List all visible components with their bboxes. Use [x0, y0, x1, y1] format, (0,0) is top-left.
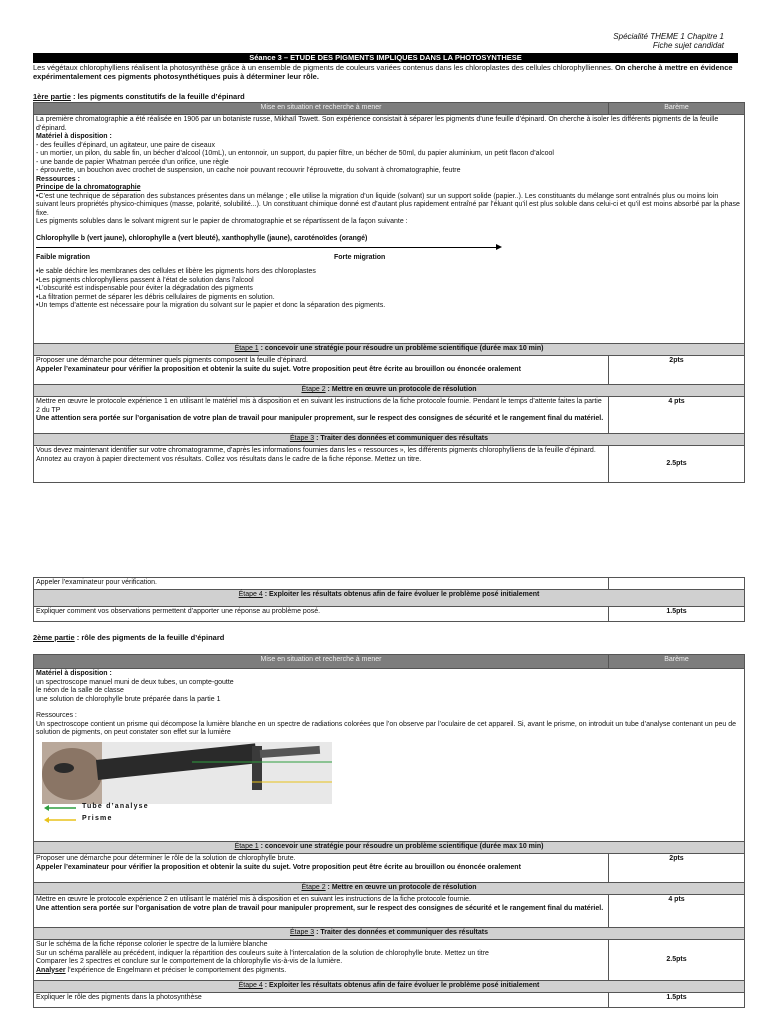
- part2-etape4-header: [34, 981, 745, 993]
- page-header: [613, 32, 724, 50]
- migration-arrow: [36, 243, 742, 253]
- part2-situation-row: [34, 669, 745, 842]
- part2-etape1-points: 2pts: [609, 854, 745, 883]
- part1-etape3-label: Étape 3: [289, 435, 315, 442]
- part1-etape4-label: Étape 4: [238, 591, 263, 598]
- part1-situation-text: La première chromatographie a été réalisée en 1906 par un botaniste russe, Mikhaïl Tswett. Son expérience consistait à séparer les pigments d’une feuille d’épinard. On cherche à isoler les différents pigments de la feuille d’épinard.: [36, 116, 719, 132]
- part1-etape3-points: 2.5pts: [609, 446, 745, 483]
- part1-label: 1ère partie: [33, 92, 71, 101]
- part1-bullet: •Les pigments chlorophylliens passent à l’état de solution dans l’alcool: [36, 276, 254, 284]
- part2-etape4-label: Étape 4: [238, 982, 263, 989]
- part1-situation-row: [34, 115, 745, 344]
- part2-label: 2ème partie: [33, 633, 75, 642]
- part1-principe-label: Principe de la chromatographie: [36, 184, 141, 191]
- part1-pigments-order: Chlorophylle b (vert jaune), chlorophylle a (vert bleuté), xanthophylle (jaune), caroténoïdes (orangé): [36, 234, 368, 242]
- part1-etape2-header: [34, 385, 745, 397]
- part2-etape2-label: Étape 2: [301, 884, 326, 891]
- part2-etape1-header: [34, 842, 745, 854]
- part2-etape3-analyser: Analyser: [36, 966, 66, 974]
- part1-materiel-item: - un mortier, un pilon, du sable fin, un bécher d’alcool (10mL), un entonnoir, un support, du papier filtre, un bécher de 50ml, du papier aluminium, un petit flacon d’alcool: [36, 150, 554, 157]
- part2-materiel-item: un spectroscope manuel muni de deux tubes, un compte-goutte: [36, 678, 234, 686]
- part1-appeler-row: [34, 578, 745, 590]
- part1-principe-text: •C’est une technique de séparation des substances présentes dans un mélange ; elle utilise la migration d’un liquide (solvant) sur un support solide (papier..). Les constituants du mélange sont entraînés plus ou moins loin suivant leurs propriétés physico-chimiques (masse, polarité, solubilité...). Un constituant chimique donné est d’autant plus rapidement entraîné par l’éluant qu’il est plus soluble dans celui-ci et qu’il est moins absorbé par la phase fixe.: [36, 192, 740, 217]
- intro-problem: On cherche à mettre en évidence expérimentalement ces pigments photosynthétiques puis à déterminer leur rôle.: [33, 63, 733, 81]
- part1-etape1-label: Étape 1: [234, 345, 259, 352]
- part2-title-text: : rôle des pigments de la feuille d’épinard: [74, 633, 225, 642]
- part2-etape2-instruction: Une attention sera portée sur l’organisation de votre plan de travail pour manipuler proprement, sur le respect des consignes de sécurité et le rangement final du matériel.: [36, 904, 604, 912]
- part1-header-bareme: Barème: [609, 103, 745, 115]
- part2-etape2-points: 4 pts: [609, 895, 745, 928]
- intro-paragraph: [33, 63, 738, 81]
- part2-etape4-points: 1.5pts: [609, 993, 745, 1008]
- part2-etape3-title: : Traiter des données et communiquer des résultats: [314, 929, 489, 936]
- faible-migration-label: Faible migration: [36, 254, 91, 261]
- part1-etape3-title: : Traiter des données et communiquer des résultats: [314, 435, 489, 442]
- part2-etape4-text: Expliquer le rôle des pigments dans la photosynthèse: [34, 993, 609, 1008]
- part2-etape1-row: [34, 854, 745, 883]
- part1-etape2-text: Mettre en œuvre le protocole expérience 1 en utilisant le matériel mis à disposition et en suivant les instructions de la fiche protocole fournie. Pendant le temps d’attente faites la partie 2 du TP: [36, 398, 602, 414]
- header-sheet-type: Fiche sujet candidat: [652, 41, 724, 50]
- part1-materiel-item: - une bande de papier Whatman percée d’un orifice, une règle: [36, 158, 229, 166]
- part1-etape2-points: 4 pts: [609, 397, 745, 434]
- part1-etape4-title: : Exploiter les résultats obtenus afin de faire évoluer le problème posé initialement: [262, 591, 540, 598]
- part1-etape1-title: : concevoir une stratégie pour résoudre un problème scientifique (durée max 10 min): [258, 345, 544, 352]
- part1-etape1-points: 2pts: [609, 356, 745, 385]
- migration-labels: [36, 253, 742, 265]
- part1-title: [33, 92, 245, 101]
- part1-etape3-row: [34, 446, 745, 483]
- part1-etape4-row: [34, 607, 745, 622]
- part1-pigments-intro: Les pigments solubles dans le solvant migrent sur le papier de chromatographie et se répartissent de la façon suivante :: [36, 218, 408, 225]
- part2-ressources-label: Ressources :: [36, 712, 77, 719]
- part1-appeler-text: Appeler l’examinateur pour vérification.: [34, 578, 609, 590]
- part1-table: [33, 102, 745, 483]
- part2-materiel-item: une solution de chlorophylle brute préparée dans la partie 1: [36, 695, 221, 703]
- part2-header-situation: Mise en situation et recherche à mener: [34, 655, 609, 669]
- part1-etape3-header: [34, 434, 745, 446]
- part1-etape4-text: Expliquer comment vos observations permettent d’apporter une réponse au problème posé.: [34, 607, 609, 622]
- part1-etape1-row: [34, 356, 745, 385]
- part2-materiel-item: le néon de la salle de classe: [36, 687, 124, 694]
- part2-etape1-label: Étape 1: [234, 843, 259, 850]
- part2-etape3-line: Comparer les 2 spectres et conclure sur le comportement de la chlorophylle vis-à-vis de la lumière.: [36, 958, 343, 965]
- part1-situation-cell: La première chromatographie a été réalisée en 1906 par un botaniste russe, Mikhaïl Tswett. Son expérience consistait à séparer les pigments d’une feuille d’épinard. On cherche à isoler les différents pigments de la feuille d’épinard. Matériel à disposition : - des feuilles d’épinard, un agitateur, une paire de ciseaux - un mortier, un pilon, du sable fin, un bécher d’alcool (10mL), un entonnoir, un support, du papier filtre, un bécher de 50ml, du papier aluminium, un petit flacon d’alcool - une bande de papier Whatman percée d’un orifice, une règle - éprouvette, un bouchon avec crochet de suspension, un cache noir pouvant recouvrir l’éprouvette, du solvant à chromatographie, feutre Ressources : Principe de la chromatographie •C’est une technique de séparation des substances présentes dans un mélange ; elle utilise la migration d’un liquide (solvant) sur un support solide (papier..). Les constituants du mélange sont entraînés plus ou moins loin suivant leurs propriétés physico-chimiques (masse, polarité, solubilité...). Un constituant chimique donné est d’autant plus rapidement entraîné par l’éluant qu’il est plus soluble dans celui-ci et qu’il est moins absorbé par la phase fixe. Les pigments solubles dans le solvant migrent sur le papier de chromatographie et se répartissent de la façon suivante : Chlorophylle b (vert jaune), chlorophylle a (vert bleuté), xanthophylle (jaune), caroténoïdes (orangé) Faible migration Forte migration •le sable déchire les membranes des cellules et libère les pigments hors des chloroplastes •Les pigments chlorophylliens passent à l’état de solution dans l’alcool •L’obscurité est indispensable pour éviter la dégradation des pigments •La filtration permet de séparer les débris cellulaires de pigments en solution. •Un temps d’attente est nécessaire pour la migration du solvant sur le papier et donc la séparation des pigments.: [34, 115, 745, 344]
- part2-header-bareme: Barème: [609, 655, 745, 669]
- part2-table: [33, 654, 745, 1008]
- part2-etape3-last: l’expérience de Engelmann et préciser le comportement des pigments.: [65, 966, 287, 974]
- part2-etape2-row: [34, 895, 745, 928]
- part1-bullet: •le sable déchire les membranes des cellules et libère les pigments hors des chloroplastes: [36, 268, 316, 275]
- photo-label-prisme: Prisme: [82, 814, 113, 822]
- part2-title: [33, 633, 224, 642]
- part1-bullet: •L’obscurité est indispensable pour éviter la dégradation des pigments: [36, 285, 253, 292]
- part2-materiel-label: Matériel à disposition :: [36, 670, 112, 677]
- photo-label-tube: Tube d’analyse: [82, 802, 149, 810]
- part2-etape2-title: : Mettre en œuvre un protocole de résolution: [325, 884, 477, 891]
- part2-etape3-line: Sur le schéma de la fiche réponse colorier le spectre de la lumière blanche: [36, 941, 268, 948]
- part2-etape3-line: Sur un schéma parallèle au précédent, indiquer la répartition des couleurs suite à l’intercalation de la solution de chlorophylle brute. Mettez un titre: [36, 949, 489, 957]
- part1-etape2-instruction: Une attention sera portée sur l’organisation de votre plan de travail pour manipuler proprement, sur le respect des consignes de sécurité et le rangement final du matériel.: [36, 415, 604, 422]
- part1-etape1-text: Proposer une démarche pour déterminer quels pigments composent la feuille d’épinard.: [36, 357, 308, 364]
- part2-etape2-text: Mettre en œuvre le protocole expérience 2 en utilisant le matériel mis à disposition et en suivant les instructions de la fiche protocole fournie.: [36, 896, 472, 903]
- part2-etape1-title: : concevoir une stratégie pour résoudre un problème scientifique (durée max 10 min): [258, 843, 544, 850]
- part2-etape4-title: : Exploiter les résultats obtenus afin de faire évoluer le problème posé initialement: [262, 982, 540, 989]
- header-subject: Spécialité THEME 1 Chapitre 1: [613, 32, 724, 41]
- part1-etape2-row: [34, 397, 745, 434]
- part1-bullet: •La filtration permet de séparer les débris cellulaires de pigments en solution.: [36, 293, 275, 301]
- part1-continuation-table: [33, 577, 745, 622]
- part1-etape3-text: Vous devez maintenant identifier sur votre chromatogramme, d’après les informations fournies dans les « ressources », les différents pigments chlorophylliens de la feuille d’épinard. Annotez au crayon à papier directement vos résultats. Collez vos résultats dans le cadre de la fiche réponse. Mettez un titre.: [34, 446, 609, 483]
- part2-etape2-header: [34, 883, 745, 895]
- part1-etape4-points: 1.5pts: [609, 607, 745, 622]
- part1-header-situation: Mise en situation et recherche à mener: [34, 103, 609, 115]
- part2-etape3-row: [34, 940, 745, 981]
- forte-migration-label: Forte migration: [334, 254, 386, 261]
- part1-ressources-label: Ressources :: [36, 175, 80, 183]
- intro-text: Les végétaux chlorophylliens réalisent la photosynthèse grâce à un ensemble de pigments de couleurs variées contenus dans les chloroplastes des cellules chlorophylliennes.: [33, 63, 613, 72]
- part2-situation-cell: [34, 669, 745, 842]
- part1-title-text: : les pigments constitutifs de la feuille d’épinard: [70, 92, 245, 101]
- part2-etape3-label: Étape 3: [289, 929, 315, 936]
- part2-ressources-text: Un spectroscope contient un prisme qui décompose la lumière blanche en un spectre de radiations colorées que l’on observe par l’oculaire de cet appareil. Si, avant le prisme, on introduit un tube d’analyse contenant un peu de solution de pigments, on peut constater son effet sur la lumière: [36, 720, 737, 736]
- part1-etape2-label: Étape 2: [301, 386, 326, 393]
- part1-etape1-instruction: Appeler l’examinateur pour vérifier la proposition et obtenir la suite du sujet. Votre proposition peut être écrite au brouillon ou énoncée oralement: [36, 365, 521, 373]
- part2-etape1-instruction: Appeler l’examinateur pour vérifier la proposition et obtenir la suite du sujet. Votre proposition peut être écrite au brouillon ou énoncée oralement: [36, 863, 521, 871]
- part2-etape1-text: Proposer une démarche pour déterminer le rôle de la solution de chlorophylle brute.: [36, 855, 296, 862]
- part1-materiel-label: Matériel à disposition: [36, 133, 108, 140]
- part1-etape4-header: [34, 590, 745, 607]
- part1-bullet: •Un temps d’attente est nécessaire pour la migration du solvant sur le papier et donc la séparation des pigments.: [36, 302, 386, 309]
- part1-etape1-header: [34, 344, 745, 356]
- part1-etape2-title: : Mettre en œuvre un protocole de résolution: [325, 386, 477, 393]
- part2-header-row: [34, 655, 745, 669]
- part1-materiel-item: - des feuilles d’épinard, un agitateur, une paire de ciseaux: [36, 141, 216, 149]
- session-title: Séance 3 – ETUDE DES PIGMENTS IMPLIQUES DANS LA PHOTOSYNTHESE: [33, 53, 738, 63]
- part1-materiel-item: - éprouvette, un bouchon avec crochet de suspension, un cache noir pouvant recouvrir l’éprouvette, du solvant à chromatographie, feutre: [36, 167, 461, 174]
- part2-etape4-row: [34, 993, 745, 1008]
- part2-etape3-header: [34, 928, 745, 940]
- part2-etape3-points: 2.5pts: [609, 940, 745, 981]
- spectroscope-photo: [42, 742, 342, 832]
- part1-header-row: [34, 103, 745, 115]
